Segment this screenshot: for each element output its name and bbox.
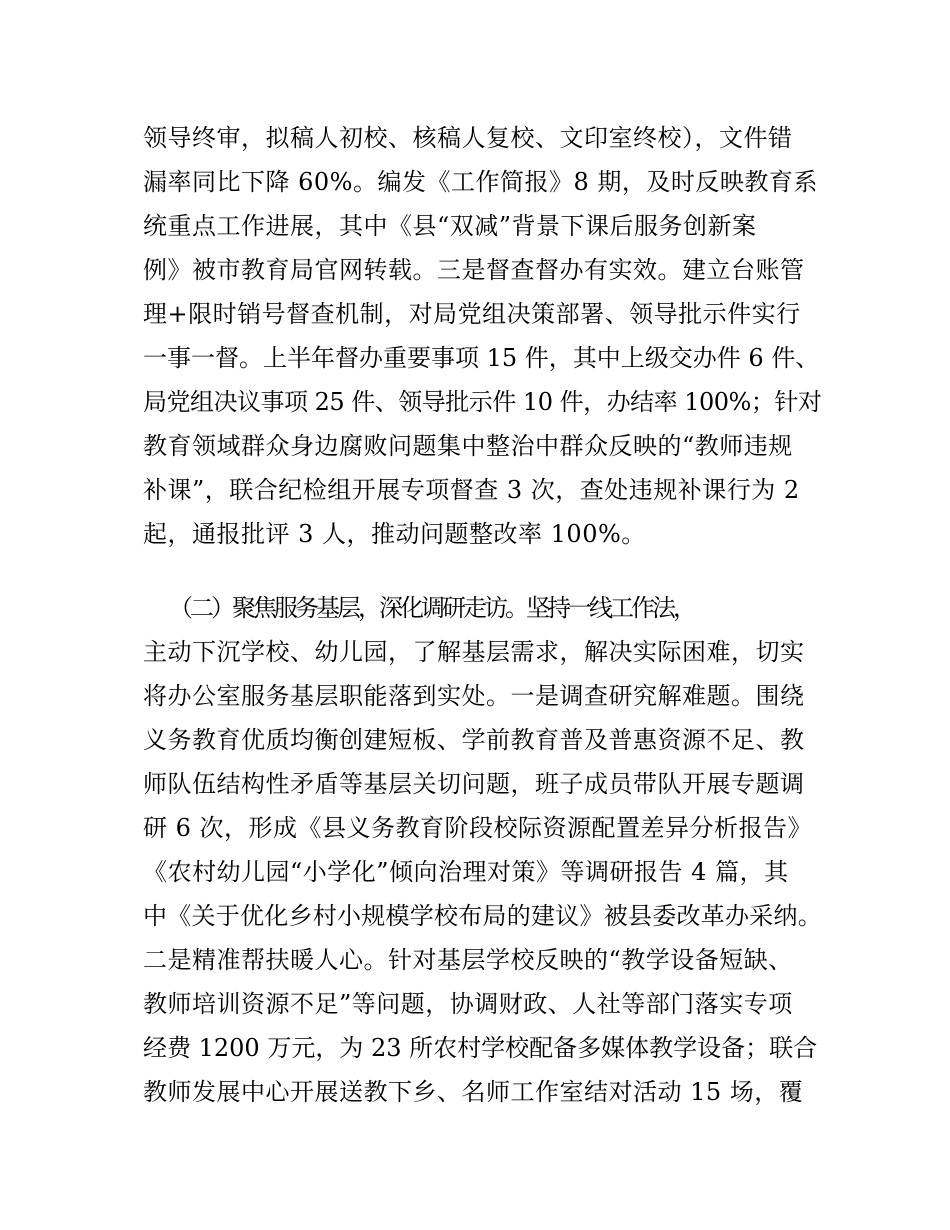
text-line: 义务教育优质均衡创建短板、学前教育普及普惠资源不足、教 xyxy=(143,726,805,754)
text-line: 统重点工作进展，其中《县“双减”背景下课后服务创新案 xyxy=(143,212,757,240)
text-line: 主动下沉学校、幼儿园，了解基层需求，解决实际困难，切实 xyxy=(143,638,805,666)
text-line: 教师发展中心开展送教下乡、名师工作室结对活动 15 场，覆 xyxy=(143,1078,804,1106)
text-line: 补课”，联合纪检组开展专项督查 3 次，查处违规补课行为 2 xyxy=(143,476,800,504)
text-line: 二是精准帮扶暖人心。针对基层学校反映的“教学设备短缺、 xyxy=(143,946,793,974)
text-line: 领导终审，拟稿人初校、核稿人复校、文印室终校），文件错 xyxy=(143,124,793,152)
paragraph-serve-grassroots xyxy=(143,586,823,1114)
text-line: 局党组决议事项 25 件、领导批示件 10 件，办结率 100%；针对 xyxy=(143,388,822,416)
section-heading-line: （二）聚焦服务基层，深化调研走访。坚持一线工作法， xyxy=(169,594,694,622)
text-line: 一事一督。上半年督办重要事项 15 件，其中上级交办件 6 件、 xyxy=(143,344,820,372)
text-line: 教育领域群众身边腐败问题集中整治中群众反映的“教师违规 xyxy=(143,432,793,460)
text-line: 教师培训资源不足”等问题，协调财政、人社等部门落实专项 xyxy=(143,990,793,1018)
text-line: 师队伍结构性矛盾等基层关切问题，班子成员带队开展专题调 xyxy=(143,770,805,798)
text-line: 《农村幼儿园“小学化”倾向治理对策》等调研报告 4 篇，其 xyxy=(143,858,789,886)
text-line: 经费 1200 万元，为 23 所农村学校配备多媒体教学设备；联合 xyxy=(143,1034,818,1062)
text-line: 理+限时销号督查机制，对局党组决策部署、领导批示件实行 xyxy=(143,300,801,328)
text-line: 漏率同比下降 60%。编发《工作简报》8 期，及时反映教育系 xyxy=(143,168,818,196)
text-line: 起，通报批评 3 人，推动问题整改率 100%。 xyxy=(143,520,646,548)
text-line: 将办公室服务基层职能落到实处。一是调查研究解难题。围绕 xyxy=(143,682,805,710)
text-line: 研 6 次，形成《县义务教育阶段校际资源配置差异分析报告》 xyxy=(143,814,813,842)
paragraph-office-work xyxy=(143,116,823,556)
text-line: 中《关于优化乡村小规模学校布局的建议》被县委改革办采纳。 xyxy=(143,902,822,930)
text-line: 例》被市教育局官网转载。三是督查督办有实效。建立台账管 xyxy=(143,256,805,284)
